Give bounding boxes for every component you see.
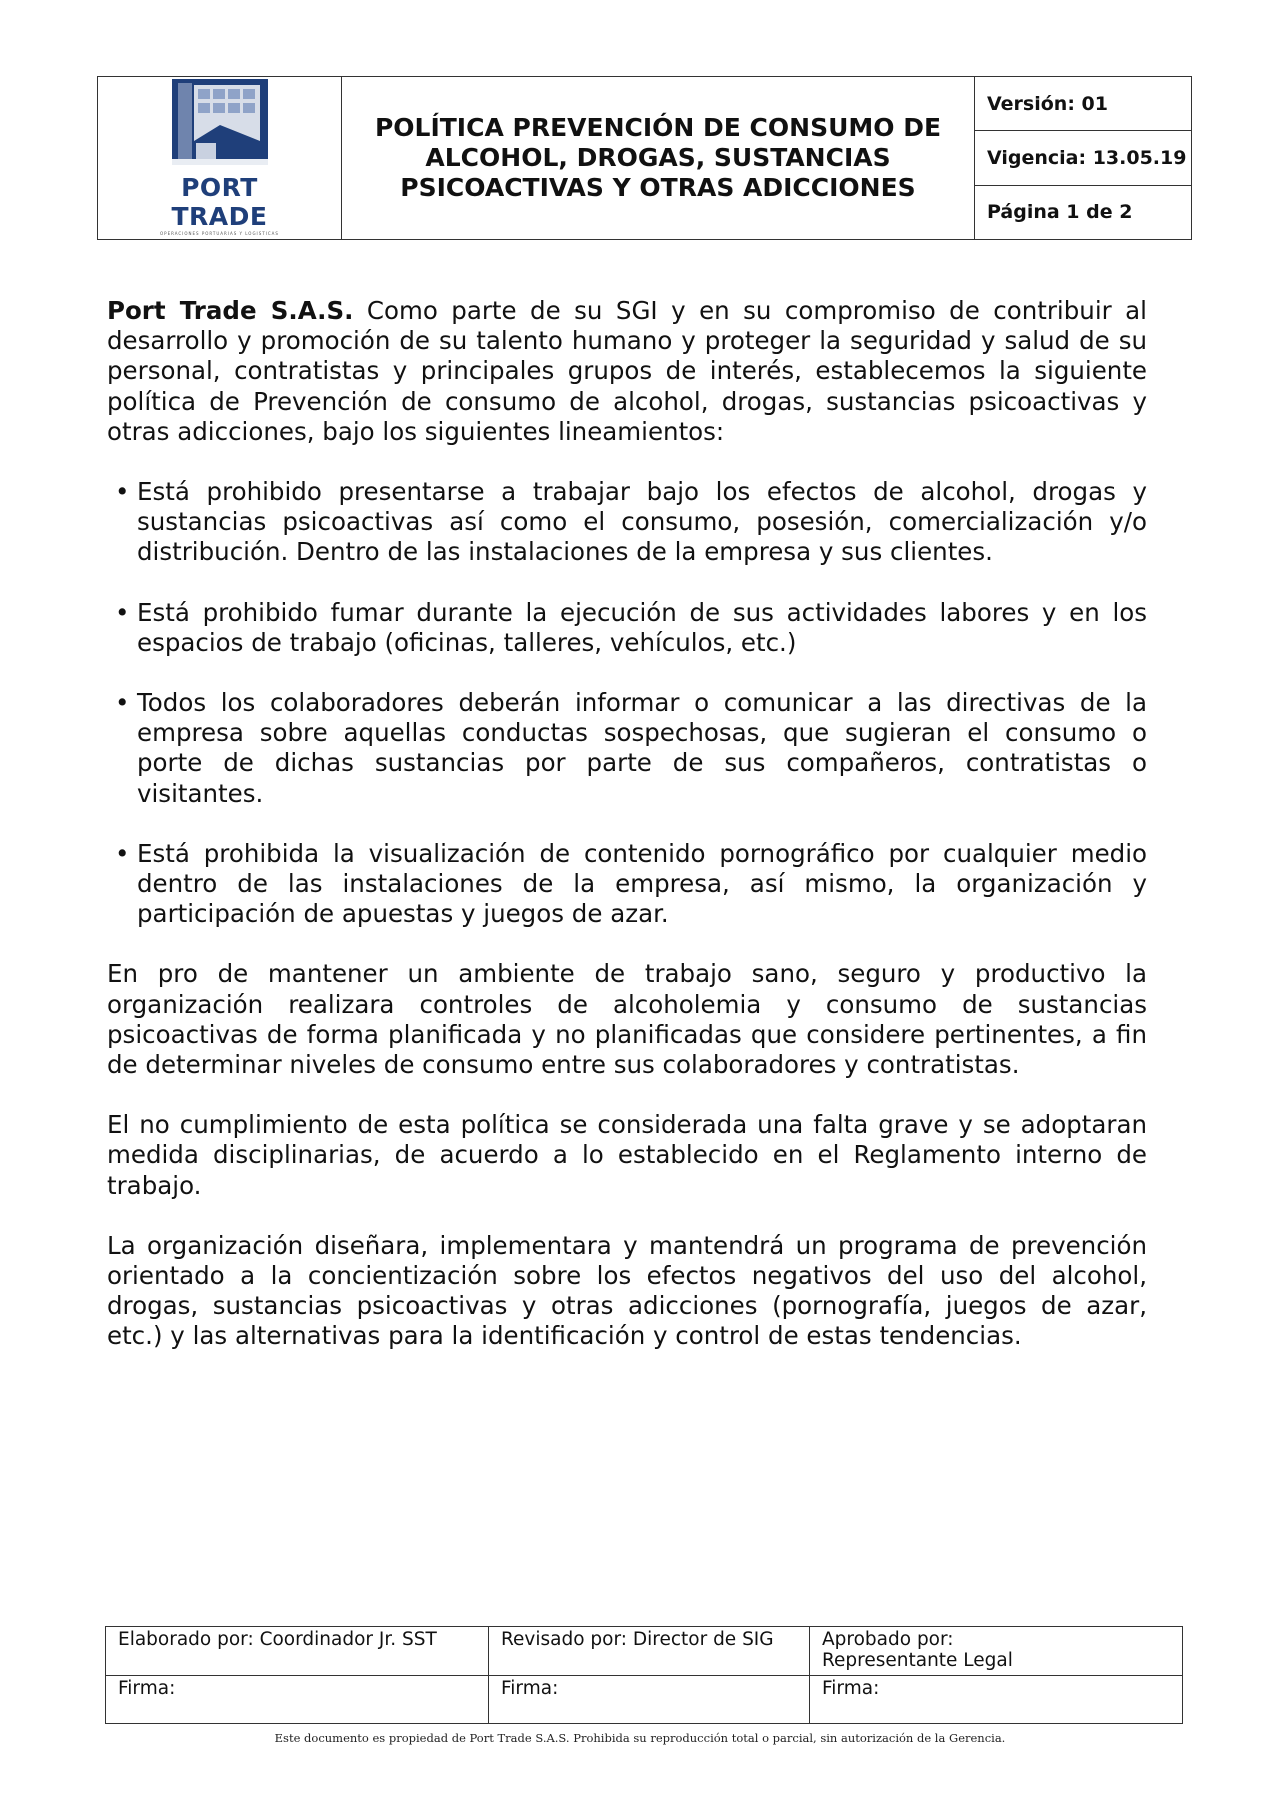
intro-paragraph <box>107 296 1147 447</box>
approval-table <box>105 1626 1183 1724</box>
list-item: • Todos los colaboradores deberán informar o comunicar a las directivas de la empresa sobre aquellas conductas sospechosas, que sugieran el consumo o porte de dichas sustancias por parte de sus compañeros, contratistas o visitantes. <box>107 688 1147 809</box>
aprobado-label: Aprobado por: <box>822 1629 954 1650</box>
guidelines-list <box>107 477 1147 929</box>
firma-aprobado: Firma: <box>810 1676 1183 1724</box>
paragraph-noncompliance: El no cumplimiento de esta política se considerada una falta grave y se adoptaran medida disciplinarias, de acuerdo a lo establecido en el Reglamento interno de trabajo. <box>107 1110 1147 1200</box>
version-cell: Versión: 01 <box>975 77 1192 131</box>
building-icon <box>170 77 270 167</box>
title-line-2: ALCOHOL, DROGAS, SUSTANCIAS <box>425 143 891 172</box>
list-item: • Está prohibido presentarse a trabajar bajo los efectos de alcohol, drogas y sustancias psicoactivas así como el consumo, posesión, comercialización y/o distribución. Dentro de las instalaciones de la empresa y sus clientes. <box>107 477 1147 568</box>
page-number-cell: Página 1 de 2 <box>975 185 1192 239</box>
logo-text: PORT TRADE <box>171 173 268 231</box>
vigencia-cell: Vigencia: 13.05.19 <box>975 131 1192 185</box>
ownership-note: Este documento es propiedad de Port Trade S.A.S. Prohibida su reproducción total o parcial, sin autorización de la Gerencia. <box>274 1731 1006 1745</box>
aprobado-role: Representante Legal <box>822 1650 1013 1671</box>
firma-revisado: Firma: <box>489 1676 810 1724</box>
document-header-table <box>97 76 1192 240</box>
company-logo <box>130 77 310 236</box>
title-line-3: PSICOACTIVAS Y OTRAS ADICCIONES <box>400 173 916 202</box>
title-line-1: POLÍTICA PREVENCIÓN DE CONSUMO DE <box>374 113 942 142</box>
paragraph-controls: En pro de mantener un ambiente de trabajo sano, seguro y productivo la organización realizara controles de alcoholemia y consumo de sustancias psicoactivas de forma planificada y no planificadas que considere pertinentes, a fin de determinar niveles de consumo entre sus colaboradores y contratistas. <box>107 959 1147 1080</box>
elaborado-cell: Elaborado por: Coordinador Jr. SST <box>106 1627 489 1676</box>
logo-subtext: OPERACIONES PORTUARIAS Y LOGISTICAS <box>160 231 279 236</box>
aprobado-cell <box>810 1627 1183 1676</box>
list-item: • Está prohibida la visualización de contenido pornográfico por cualquier medio dentro de las instalaciones de la empresa, así mismo, la organización y participación de apuestas y juegos de azar. <box>107 839 1147 930</box>
firma-elaborado: Firma: <box>106 1676 489 1724</box>
list-item: • Está prohibido fumar durante la ejecución de sus actividades labores y en los espacios de trabajo (oficinas, talleres, vehículos, etc.) <box>107 598 1147 658</box>
intro-text: Como parte de su SGI y en su compromiso de contribuir al desarrollo y promoción de su talento humano y proteger la seguridad y salud de su personal, contratistas y principales grupos de interés, establecemos la siguiente política de Prevención de consumo de alcohol, drogas, sustancias psicoactivas y otras adicciones, bajo los siguientes lineamientos: <box>107 296 1147 446</box>
logo-cell <box>98 77 342 240</box>
document-title <box>342 77 975 240</box>
policy-body <box>107 296 1147 1352</box>
revisado-cell: Revisado por: Director de SIG <box>489 1627 810 1676</box>
paragraph-prevention-program: La organización diseñara, implementara y mantendrá un programa de prevención orientado a la concientización sobre los efectos negativos del uso del alcohol, drogas, sustancias psicoactivas y otras adicciones (pornografía, juegos de azar, etc.) y las alternativas para la identificación y control de estas tendencias. <box>107 1230 1147 1351</box>
company-name: Port Trade S.A.S. <box>107 296 354 325</box>
